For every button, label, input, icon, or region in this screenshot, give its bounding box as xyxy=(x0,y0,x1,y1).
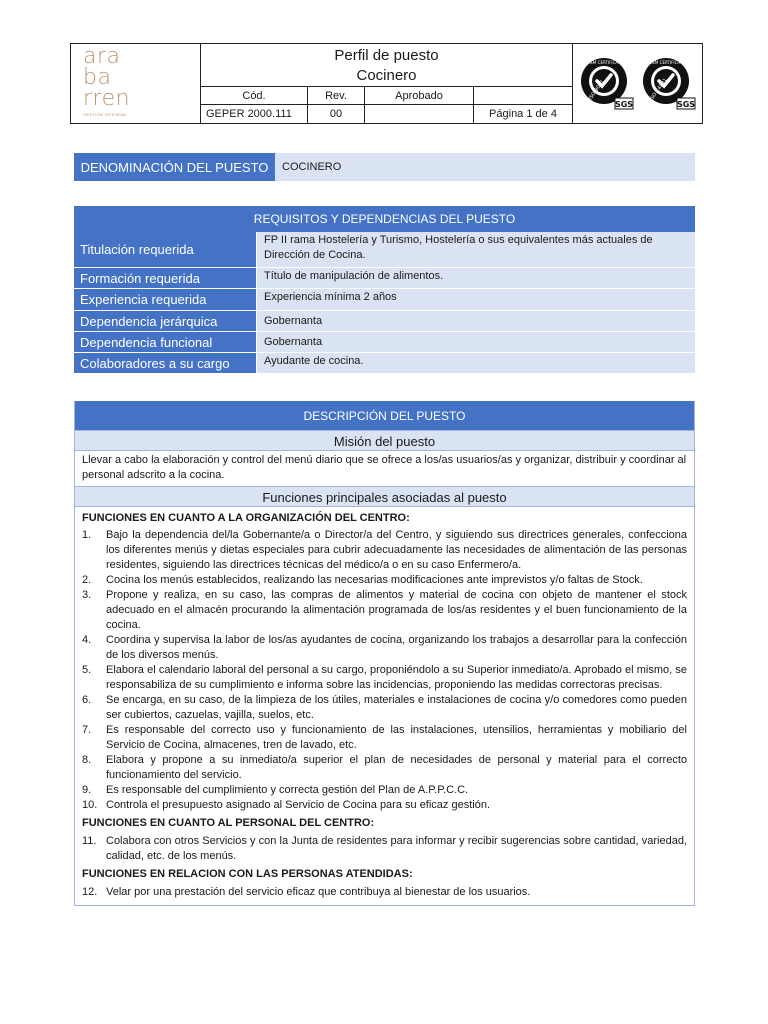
col-aprobado: Aprobado xyxy=(365,87,474,104)
table-row xyxy=(74,311,695,332)
table-row xyxy=(74,289,695,311)
svg-text:ISO 14001: ISO 14001 xyxy=(648,76,669,102)
table-row xyxy=(74,232,695,268)
company-logo xyxy=(71,44,201,123)
group-title: FUNCIONES EN CUANTO A LA ORGANIZACIÓN DEL CENTRO: xyxy=(82,512,410,524)
aprobado-value xyxy=(365,105,474,123)
row-value: Gobernanta xyxy=(257,311,695,331)
table-row xyxy=(74,332,695,353)
row-value: Ayudante de cocina. xyxy=(257,353,695,373)
funciones-title: Funciones principales asociadas al puesto xyxy=(75,486,694,507)
list-item: 6. Se encarga, en su caso, de la limpieza de los útiles, materiales e instalaciones de cocina y/o comedores como pueden ser cubiertos, cazuelas, vajilla, suelos, etc. xyxy=(82,694,687,721)
funciones-list xyxy=(82,834,687,864)
row-label: Dependencia funcional xyxy=(74,332,257,352)
col-cod: Cód. xyxy=(201,87,308,104)
svg-text:ISO 9001: ISO 9001 xyxy=(587,78,606,101)
list-item: 2. Cocina los menús establecidos, realizando las necesarias modificaciones ante imprevistos y/o faltas de Stock. xyxy=(82,574,643,586)
header-info xyxy=(201,44,573,123)
row-label: Colaboradores a su cargo xyxy=(74,353,257,373)
col-empty xyxy=(474,87,572,104)
funciones-block xyxy=(75,507,694,905)
list-item: 11. Colabora con otros Servicios y con la Junta de residentes para informar y recibir sugerencias sobre cantidad, variedad, calidad, etc. de los menús. xyxy=(82,835,687,862)
descripcion-title: DESCRIPCIÓN DEL PUESTO xyxy=(75,401,694,430)
document-title: Perfil de puesto Cocinero xyxy=(201,44,572,87)
document-header xyxy=(70,43,703,124)
row-label: Titulación requerida xyxy=(74,232,257,267)
svg-text:SYSTEM CERTIFICATION: SYSTEM CERTIFICATION xyxy=(579,59,628,65)
list-item: 4. Coordina y supervisa la labor de los/as ayudantes de cocina, organizando los trabajos a desarrollar para la confección de los diversos menús. xyxy=(82,634,687,661)
logo-tagline: GESTIÓN INTEGRAL xyxy=(83,112,127,117)
table-row xyxy=(74,353,695,374)
funciones-list xyxy=(82,885,687,900)
row-label: Experiencia requerida xyxy=(74,289,257,310)
denominacion-label: DENOMINACIÓN DEL PUESTO xyxy=(74,153,275,181)
row-value: Gobernanta xyxy=(257,332,695,352)
svg-text:SGS: SGS xyxy=(676,99,695,109)
svg-text:SGS: SGS xyxy=(614,99,633,109)
group-title: FUNCIONES EN RELACION CON LAS PERSONAS ATENDIDAS: xyxy=(82,868,413,880)
svg-text:SYSTEM CERTIFICATION: SYSTEM CERTIFICATION xyxy=(641,59,690,65)
group-title: FUNCIONES EN CUANTO AL PERSONAL DEL CENTRO: xyxy=(82,817,375,829)
mision-title: Misión del puesto xyxy=(75,430,694,451)
requisitos-table xyxy=(74,206,695,374)
list-item: 1. Bajo la dependencia del/la Gobernante/a o Director/a del Centro, y siguiendo sus directrices generales, confecciona los diferentes menús y dietas especiales para cubrir adecuadamente las necesidades de alimentación de las personas residentes, siguiendo las directrices técnicas del médico/a o en su caso Enfermero/a. xyxy=(82,529,687,571)
list-item: 5. Elabora el calendario laboral del personal a su cargo, proponiéndolo a su Superior inmediato/a. Aprobado el mismo, se responsabiliza de su cumplimiento e informa sobre las incidencias, proponiendo las medidas correctoras precisas. xyxy=(82,664,687,691)
list-item: 3. Propone y realiza, en su caso, las compras de alimentos y material de cocina con objeto de mantener el stock adecuado en el almacén procurando la alimentación programada de los/as residentes y el buen funcionamiento de la cocina. xyxy=(82,589,687,631)
row-value: FP II rama Hostelería y Turismo, Hostelería o sus equivalentes más actuales de Dirección de Cocina. xyxy=(257,232,695,267)
row-value: Título de manipulación de alimentos. xyxy=(257,268,695,288)
list-item: 9. Es responsable del cumplimiento y correcta gestión del Plan de A.P.P.C.C. xyxy=(82,784,469,796)
denominacion-value: COCINERO xyxy=(275,153,695,181)
row-value: Experiencia mínima 2 años xyxy=(257,289,695,310)
header-columns-row xyxy=(201,87,572,105)
denominacion-row xyxy=(74,153,695,181)
iso-9001-cert-icon xyxy=(579,56,635,112)
list-item: 8. Elabora y propone a su inmediato/a superior el plan de necesidades de personal y material para el correcto funcionamiento del servicio. xyxy=(82,754,687,781)
cod-value: GEPER 2000.111 xyxy=(201,105,308,123)
iso-14001-cert-icon xyxy=(641,56,697,112)
mision-text: Llevar a cabo la elaboración y control del menú diario que se ofrece a los/as usuarios/as y organizar, distribuir y coordinar al personal adscrito a la cocina. xyxy=(82,454,687,481)
certifications xyxy=(573,44,702,123)
row-label: Dependencia jerárquica xyxy=(74,311,257,331)
list-item: 10. Controla el presupuesto asignado al Servicio de Cocina para su eficaz gestión. xyxy=(82,799,491,811)
page-number: Página 1 de 4 xyxy=(489,108,557,120)
table-row xyxy=(74,268,695,289)
rev-value: 00 xyxy=(308,105,365,123)
requisitos-title: REQUISITOS Y DEPENDENCIAS DEL PUESTO xyxy=(74,206,695,232)
descripcion-table xyxy=(74,401,695,906)
list-item: 7. Es responsable del correcto uso y funcionamiento de las instalaciones, utensilios, herramientas y mobiliario del Servicio de Cocina, almacenes, tren de lavado, etc. xyxy=(82,724,687,751)
logo-wordmark: ara ba rren xyxy=(83,44,131,111)
list-item: 12. Velar por una prestación del servicio eficaz que contribuya al bienestar de los usuarios. xyxy=(82,886,531,898)
funciones-list xyxy=(82,528,687,813)
row-label: Formación requerida xyxy=(74,268,257,288)
header-values-row xyxy=(201,105,572,123)
col-rev: Rev. xyxy=(308,87,365,104)
